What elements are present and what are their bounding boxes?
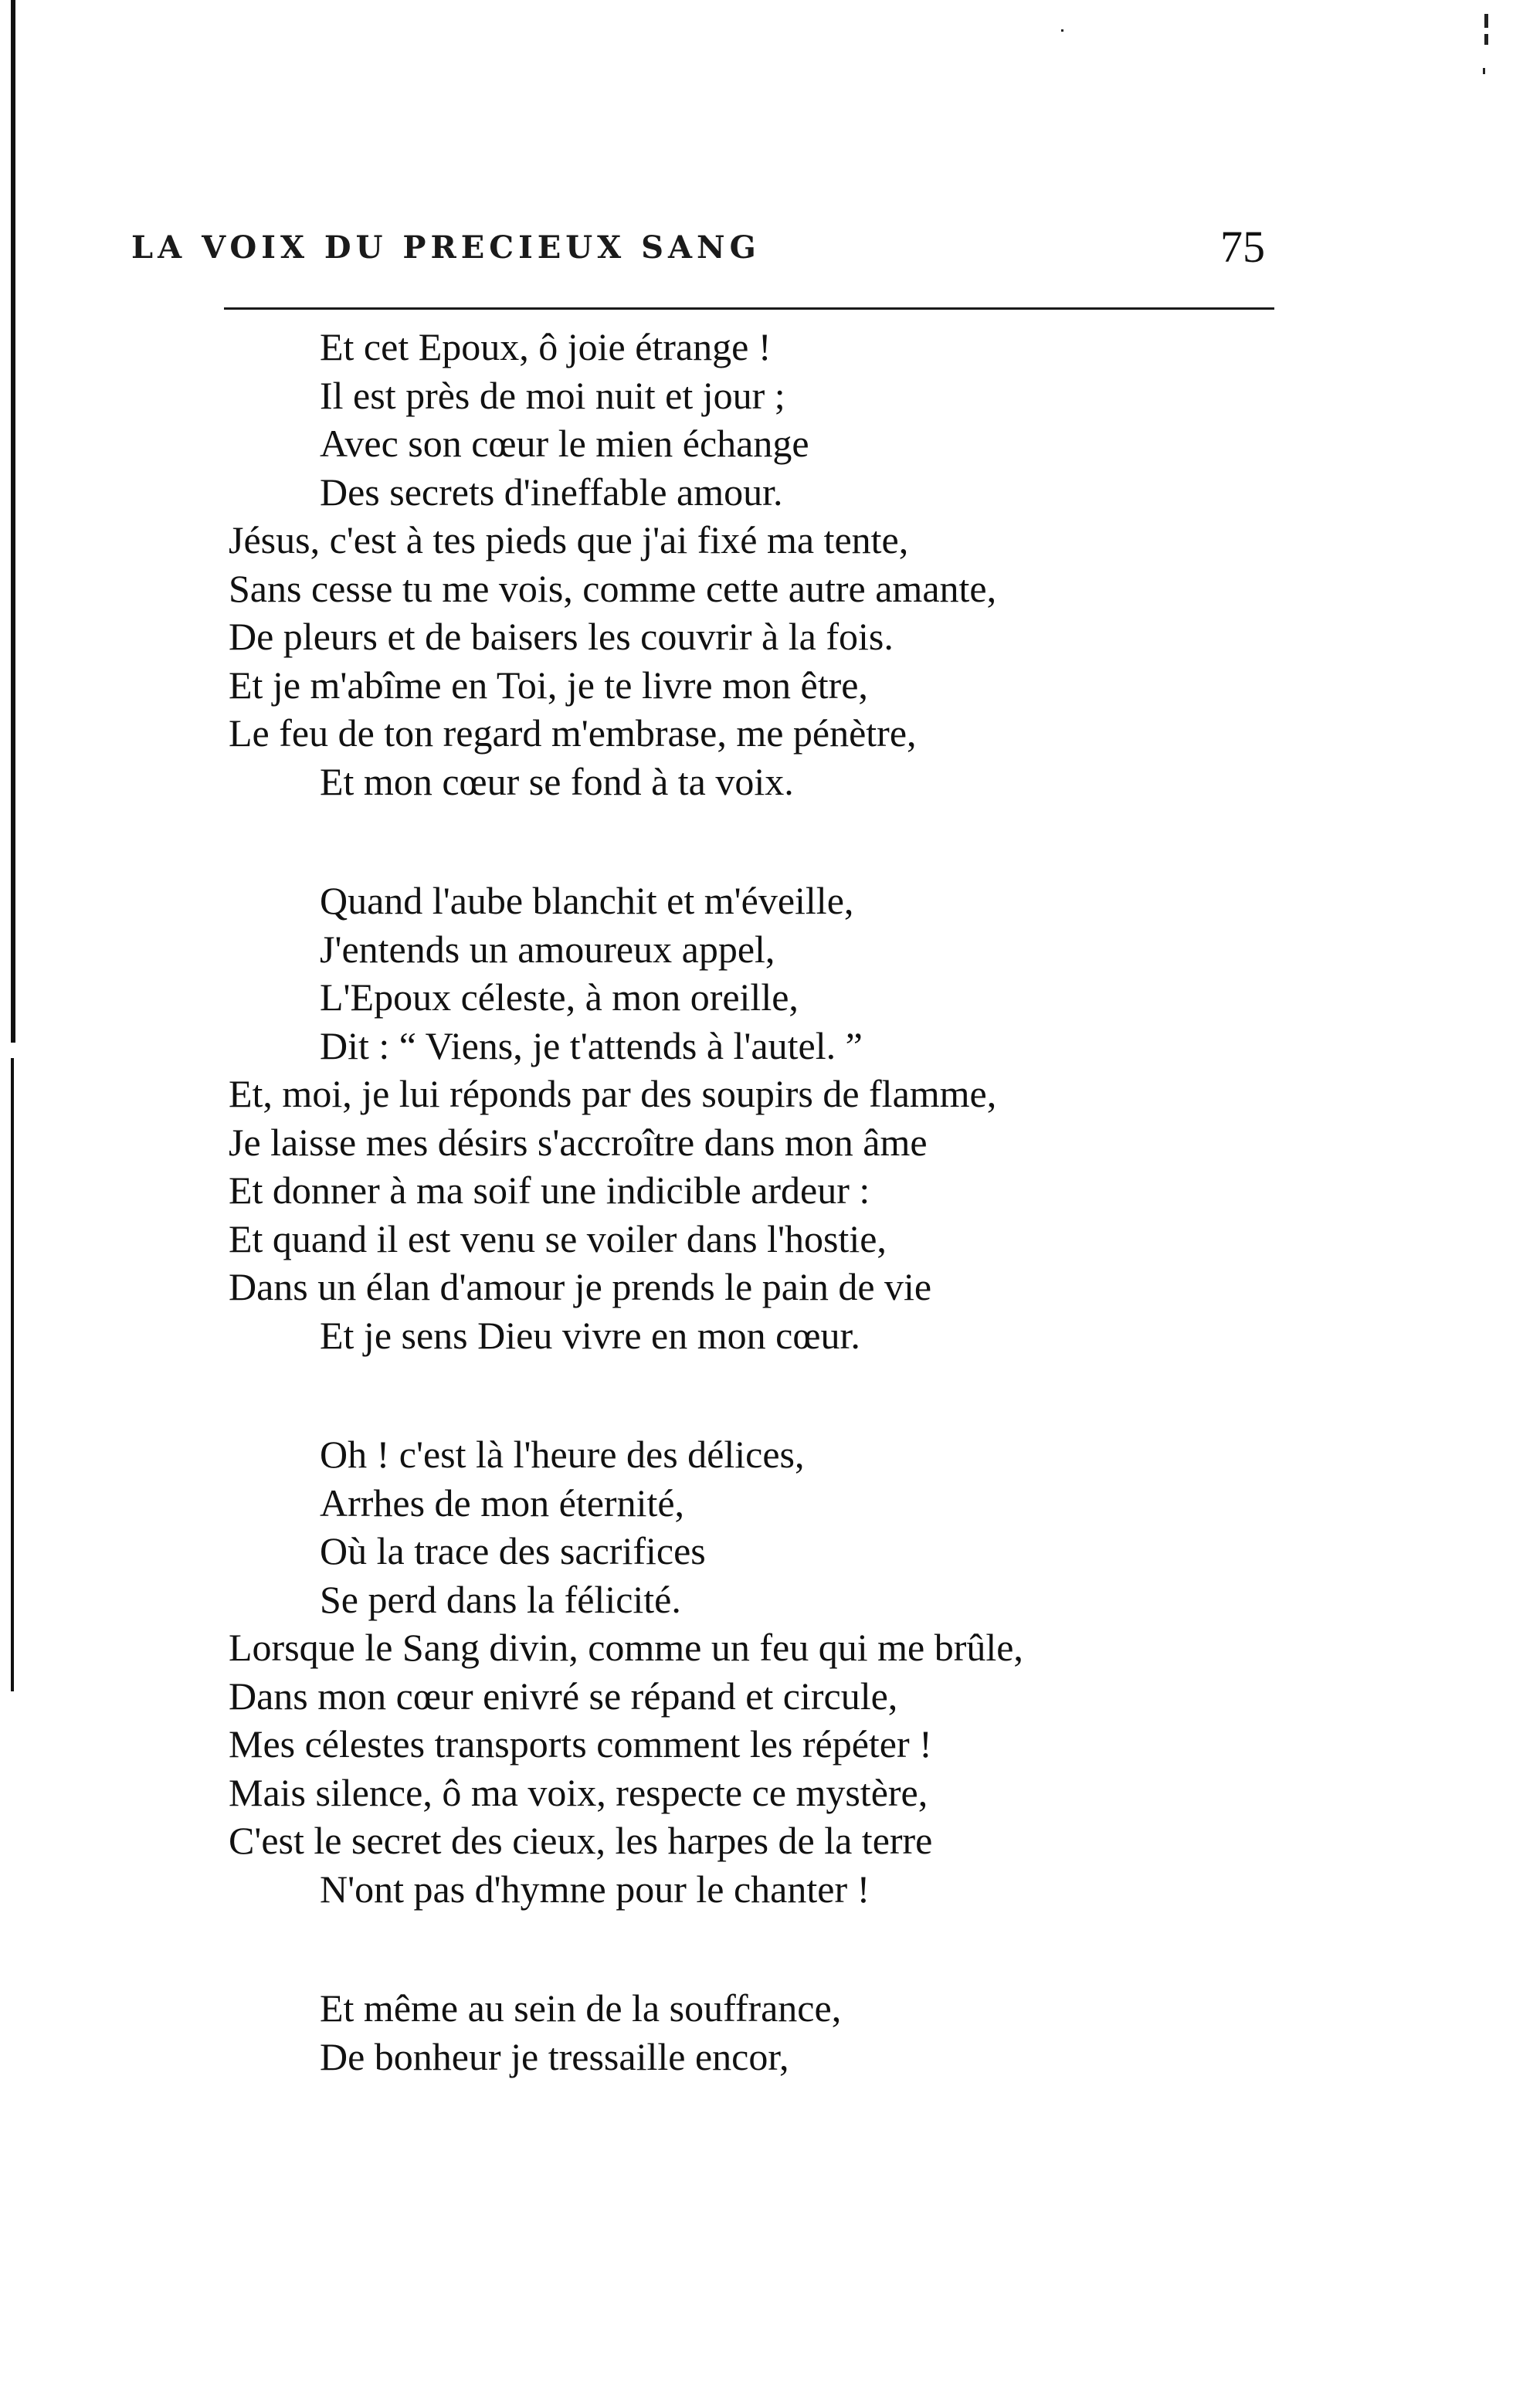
verse-line: Arrhes de mon éternité,	[320, 1481, 685, 1525]
verse-line: De bonheur je tressaille encor,	[320, 2034, 789, 2078]
verse-line: Sans cesse tu me vois, comme cette autre amante,	[229, 566, 997, 610]
verse-line: N'ont pas d'hymne pour le chanter !	[320, 1867, 870, 1911]
header-rule	[224, 307, 1274, 310]
stanza	[0, 877, 1540, 1359]
verse-line: Et même au sein de la souffrance,	[320, 1986, 842, 2030]
verse-line: Le feu de ton regard m'embrase, me pénètre,	[229, 711, 917, 755]
verse-line: Jésus, c'est à tes pieds que j'ai fixé ma tente,	[229, 518, 909, 561]
verse-line: Mais silence, ô ma voix, respecte ce mystère,	[229, 1770, 928, 1814]
verse-line: Se perd dans la félicité.	[320, 1577, 681, 1621]
verse-line: Et, moi, je lui réponds par des soupirs de flamme,	[229, 1072, 997, 1115]
running-title: LA VOIX DU PRECIEUX SANG	[131, 229, 761, 266]
stanza-gap	[0, 1913, 1540, 1984]
page-number: 75	[1220, 222, 1265, 272]
verse-line: Avec son cœur le mien échange	[320, 422, 809, 465]
verse-line: Dans mon cœur enivré se répand et circule,	[229, 1674, 898, 1718]
verse-line: C'est le secret des cieux, les harpes de la terre	[229, 1819, 933, 1862]
verse-line: Et mon cœur se fond à ta voix.	[320, 759, 794, 803]
stanza-gap	[0, 806, 1540, 877]
verse-line: Oh ! c'est là l'heure des délices,	[320, 1433, 805, 1476]
verse-line: Dit : “ Viens, je t'attends à l'autel. ”	[320, 1023, 863, 1067]
verse-line: De pleurs et de baisers les couvrir à la fois.	[229, 615, 894, 658]
verse-line: Et je sens Dieu vivre en mon cœur.	[320, 1313, 860, 1357]
stanza	[0, 1984, 1540, 2081]
scan-speck	[1484, 34, 1488, 45]
verse-line: Il est près de moi nuit et jour ;	[320, 373, 785, 417]
verse-line: Où la trace des sacrifices	[320, 1529, 706, 1572]
verse-line: Des secrets d'ineffable amour.	[320, 470, 783, 514]
stanza-gap	[0, 1359, 1540, 1430]
verse-line: Dans un élan d'amour je prends le pain de vie	[229, 1265, 932, 1308]
verse-line: Mes célestes transports comment les répéter !	[229, 1722, 932, 1766]
verse-line: L'Epoux céleste, à mon oreille,	[320, 975, 799, 1019]
scan-speck	[1483, 68, 1485, 74]
verse-line: Et cet Epoux, ô joie étrange !	[320, 325, 772, 368]
stanza	[0, 1430, 1540, 1913]
verse-line: Lorsque le Sang divin, comme un feu qui me brûle,	[229, 1626, 1023, 1669]
verse-line: Et quand il est venu se voiler dans l'hostie,	[229, 1216, 887, 1260]
verse-line: Et donner à ma soif une indicible ardeur :	[229, 1169, 870, 1212]
running-header	[131, 222, 1274, 272]
verse-line: J'entends un amoureux appel,	[320, 927, 775, 971]
scan-speck	[1484, 14, 1488, 28]
scan-speck	[1061, 29, 1063, 32]
stanza	[0, 323, 1540, 806]
verse-line: Et je m'abîme en Toi, je te livre mon être,	[229, 663, 868, 707]
poem-body	[0, 323, 1540, 2081]
verse-line: Je laisse mes désirs s'accroître dans mon âme	[229, 1120, 928, 1164]
verse-line: Quand l'aube blanchit et m'éveille,	[320, 879, 854, 922]
